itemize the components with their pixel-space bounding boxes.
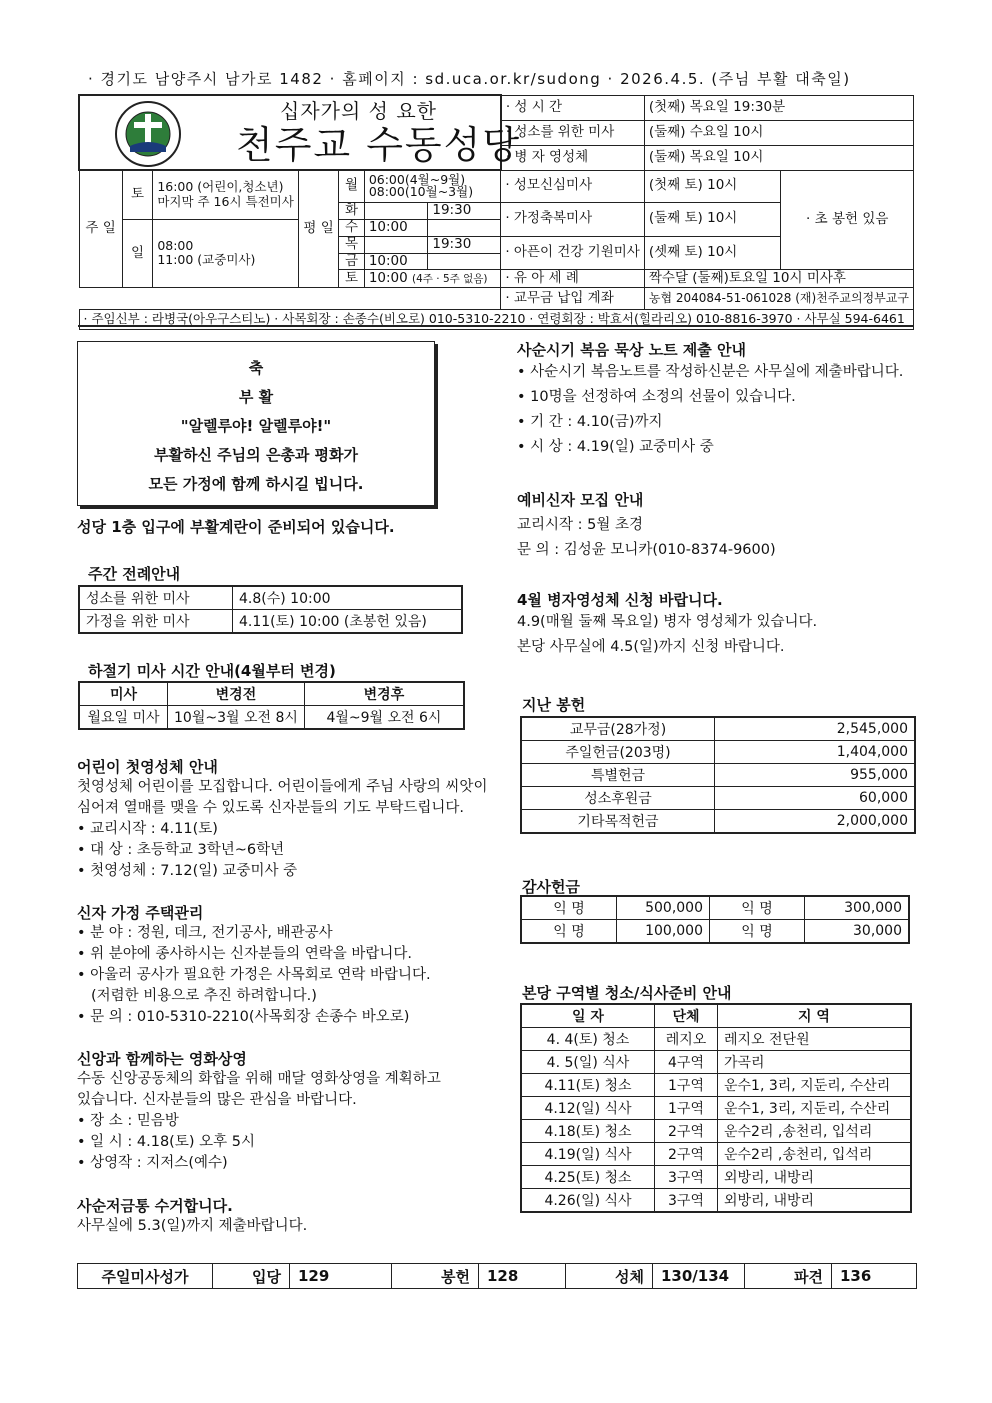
section-title: 4월 병자영성체 신청 바랍니다. [517, 591, 723, 609]
greeting-line: "알렐루야! 알렐루야!" [180, 417, 332, 435]
table-cell: 4.18(토) 청소 [521, 1120, 655, 1143]
saturday-weekday-time: 10:00 (4주 · 5주 없음) [364, 270, 501, 288]
table-cell: 4.8(수) 10:00 [233, 586, 463, 610]
list-item: • 분 야 : 정원, 데크, 전기공사, 배관공사 [77, 923, 431, 944]
table-cell: 2구역 [655, 1120, 718, 1143]
table-cell: 3구역 [655, 1189, 718, 1213]
section-title: 하절기 미사 시간 안내(4월부터 변경) [88, 662, 336, 680]
paragraph: 첫영성체 어린이를 모집합니다. 어린이들에게 주님 사랑의 씨앗이 [77, 779, 488, 795]
table-cell: 익 명 [521, 896, 617, 920]
cleaning-table [520, 1003, 912, 1213]
table-cell: 300,000 [805, 896, 910, 920]
info-value: (둘째 토) 10시 [644, 202, 781, 236]
wednesday-time: 10:00 [364, 219, 428, 236]
offering-table [520, 716, 916, 834]
info-label: · 병 자 영성체 [501, 145, 645, 170]
info-value: (둘째) 수요일 10시 [644, 120, 913, 145]
hymn-label: 파견 [745, 1264, 832, 1289]
table-cell: 4월~9월 오전 6시 [304, 706, 464, 730]
table-header: 일 자 [521, 1004, 655, 1028]
table-cell: 1구역 [655, 1097, 718, 1120]
sunday-times: 08:00 11:00 (교중미사) [153, 219, 299, 288]
paragraph: 4.9(매월 둘째 목요일) 병자 영성체가 있습니다. [517, 614, 818, 630]
list-item: • 장 소 : 믿음방 [77, 1111, 441, 1132]
greeting-line: 모든 가정에 함께 하시길 빕니다. [148, 475, 364, 493]
table-cell: 500,000 [617, 896, 710, 920]
paragraph: 있습니다. 신자분들의 많은 관심을 바랍니다. [77, 1092, 357, 1108]
catechumen-section [517, 488, 776, 563]
monday-label: 월 [339, 170, 364, 202]
section-title: 신앙과 함께하는 영화상영 [77, 1050, 247, 1068]
info-value: (셋째 토) 10시 [644, 236, 781, 270]
table-cell: 2,545,000 [715, 717, 916, 741]
info-label: · 가정축복미사 [501, 202, 645, 236]
greeting-line: 축 [248, 359, 264, 377]
saturday-label: 토 [122, 170, 153, 219]
table-cell: 주일헌금(203명) [521, 741, 715, 764]
section-title: 주간 전례안내 [88, 565, 181, 583]
info-label: · 성 시 간 [501, 95, 645, 120]
table-cell: 4. 5(일) 식사 [521, 1051, 655, 1074]
list-item: • 시 상 : 4.19(일) 교중미사 중 [517, 435, 903, 460]
info-label: · 아픈이 건강 기원미사 [501, 236, 645, 270]
info-value: (첫째 토) 10시 [644, 170, 781, 202]
thanks-table [520, 895, 910, 944]
section-title: 사순저금통 수거합니다. [77, 1197, 233, 1215]
list-item: • 첫영성체 : 7.12(일) 교중미사 중 [77, 861, 487, 882]
table-cell: 4.12(일) 식사 [521, 1097, 655, 1120]
title-box [79, 95, 522, 170]
hymn-number: 128 [479, 1264, 566, 1289]
address-line: · 경기도 남양주시 남가로 1482 · 홈페이지 : sd.uca.or.kr/sudong · 2026.4.5. (주님 부활 대축일) [88, 70, 851, 88]
table-cell: 3구역 [655, 1166, 718, 1189]
communion-section [77, 756, 487, 882]
table-cell: 4구역 [655, 1051, 718, 1074]
summer-table [78, 681, 465, 730]
table-cell: 운수1, 3리, 지둔리, 수산리 [718, 1097, 912, 1120]
page-title: 천주교 수동성당 [236, 123, 522, 167]
table-cell: 기타목적헌금 [521, 810, 715, 834]
hymn-number: 130/134 [653, 1264, 745, 1289]
list-item: • 아울러 공사가 필요한 가정은 사목회로 연락 바랍니다. [77, 965, 431, 986]
table-cell: 익 명 [710, 920, 805, 944]
divider [78, 325, 914, 327]
paragraph: 교리시작 : 5월 초경 [517, 517, 643, 533]
parish-logo-icon [114, 100, 182, 168]
hymn-label: 주일미사성가 [78, 1264, 213, 1289]
table-header: 변경전 [168, 682, 305, 706]
section-title: 신자 가정 주택관리 [77, 904, 204, 922]
table-cell: 외방리, 내방리 [718, 1166, 912, 1189]
sick-communion-section [517, 589, 817, 660]
table-cell: 외방리, 내방리 [718, 1189, 912, 1213]
table-cell: 가곡리 [718, 1051, 912, 1074]
staff-line: · 주임신부 : 라병국(아우구스티노) · 사목회장 : 손종수(비오로) 010-5310-2210 · 연령회장 : 박효서(힐라리오) 010-8816-3970 · 사무실 594-6461 [79, 310, 914, 330]
weekly-table [78, 585, 463, 634]
table-header: 지 역 [718, 1004, 912, 1028]
section-title: 예비신자 모집 안내 [517, 491, 644, 509]
greeting-line: 부 활 [238, 388, 274, 406]
table-cell: 955,000 [715, 764, 916, 787]
weekday-label: 평 일 [298, 170, 339, 288]
table-cell: 레지오 [655, 1028, 718, 1051]
hymn-number: 136 [832, 1264, 917, 1289]
table-cell: 10월~3월 오전 8시 [168, 706, 305, 730]
paragraph: (저렴한 비용으로 추진 하려합니다.) [91, 988, 317, 1004]
hymn-label: 입당 [213, 1264, 290, 1289]
table-cell: 2구역 [655, 1143, 718, 1166]
table-cell: 2,000,000 [715, 810, 916, 834]
info-label: · 교무금 납입 계좌 [501, 288, 645, 310]
housing-section [77, 902, 431, 1028]
table-cell: 익 명 [710, 896, 805, 920]
table-header: 변경후 [304, 682, 464, 706]
section-title: 감사헌금 [522, 878, 580, 896]
table-cell: 운수2리 ,송천리, 입석리 [718, 1143, 912, 1166]
table-cell: 4.26(일) 식사 [521, 1189, 655, 1213]
list-item: • 상영작 : 지저스(예수) [77, 1153, 441, 1174]
table-cell: 4.11(토) 10:00 (초봉헌 있음) [233, 610, 463, 634]
info-value: (둘째) 목요일 10시 [644, 145, 913, 170]
list-item: • 10명을 선정하여 소정의 선물이 있습니다. [517, 385, 903, 410]
table-cell: 1구역 [655, 1074, 718, 1097]
paragraph: 수동 신앙공동체의 화합을 위해 매달 영화상영을 계획하고 [77, 1071, 441, 1087]
info-label: · 유 아 세 례 [501, 270, 645, 288]
table-cell: 특별헌금 [521, 764, 715, 787]
sunday-label: 주 일 [79, 170, 122, 288]
lent-box-section [77, 1195, 307, 1237]
table-header: 단체 [655, 1004, 718, 1028]
paragraph: 사무실에 5.3(일)까지 제출바랍니다. [77, 1218, 308, 1234]
table-cell: 4.11(토) 청소 [521, 1074, 655, 1097]
list-item: • 위 분야에 종사하시는 신자분들의 연락을 바랍니다. [77, 944, 431, 965]
table-header: 미사 [79, 682, 168, 706]
list-item: • 문 의 : 010-5310-2210(사목회장 손종수 바오로) [77, 1007, 431, 1028]
lent-note-section [517, 339, 903, 460]
table-cell: 성소후원금 [521, 787, 715, 810]
table-cell: 60,000 [715, 787, 916, 810]
info-value: (첫째) 목요일 19:30분 [644, 95, 913, 120]
section-title: 지난 봉헌 [522, 696, 586, 714]
table-cell: 성소를 위한 미사 [79, 586, 233, 610]
table-cell: 레지오 전단원 [718, 1028, 912, 1051]
info-label: · 성모신심미사 [501, 170, 645, 202]
section-title: 본당 구역별 청소/식사준비 안내 [522, 984, 732, 1002]
table-cell: 가정을 위한 미사 [79, 610, 233, 634]
info-value: 짝수달 (둘째)토요일 10시 미사후 [644, 270, 913, 288]
list-item: • 기 간 : 4.10(금)까지 [517, 410, 903, 435]
thursday-label: 목 [339, 236, 364, 253]
monday-times: 06:00(4월~9월) 08:00(10월~3월) [364, 170, 501, 202]
subtitle: 십자가의 성 요한 [280, 99, 437, 123]
table-cell: 4. 4(토) 청소 [521, 1028, 655, 1051]
hymn-number: 129 [290, 1264, 392, 1289]
table-cell: 4.19(일) 식사 [521, 1143, 655, 1166]
hymn-label: 성체 [566, 1264, 653, 1289]
friday-label: 금 [339, 253, 364, 270]
tuesday-time: 19:30 [428, 202, 501, 219]
paragraph: 문 의 : 김성윤 모니카(010-8374-9600) [517, 542, 776, 558]
friday-time: 10:00 [364, 253, 428, 270]
list-item: • 교리시작 : 4.11(토) [77, 819, 487, 840]
chobong-note: · 초 봉헌 있음 [781, 170, 914, 270]
easter-greeting [77, 341, 435, 506]
saturday-weekday-label: 토 [339, 270, 364, 288]
thursday-time: 19:30 [428, 236, 501, 253]
paragraph: 심어져 열매를 맺을 수 있도록 신자분들의 기도 부탁드립니다. [77, 800, 465, 816]
hymn-label: 봉헌 [392, 1264, 479, 1289]
table-cell: 월요일 미사 [79, 706, 168, 730]
sunday-sub-label: 일 [122, 219, 153, 288]
list-item: • 대 상 : 초등학교 3학년~6학년 [77, 840, 487, 861]
wednesday-label: 수 [339, 219, 364, 236]
section-title: 어린이 첫영성체 안내 [77, 758, 218, 776]
list-item: • 사순시기 복음노트를 작성하신분은 사무실에 제출바랍니다. [517, 360, 903, 385]
table-cell: 운수2리 ,송천리, 입석리 [718, 1120, 912, 1143]
list-item: • 일 시 : 4.18(토) 오후 5시 [77, 1132, 441, 1153]
table-cell: 운수1, 3리, 지둔리, 수산리 [718, 1074, 912, 1097]
easter-egg-notice: 성당 1층 입구에 부활계란이 준비되어 있습니다. [77, 518, 395, 536]
table-cell: 4.25(토) 청소 [521, 1166, 655, 1189]
header-table [78, 94, 914, 330]
table-cell: 100,000 [617, 920, 710, 944]
greeting-line: 부활하신 주님의 은총과 평화가 [153, 446, 359, 464]
section-title: 사순시기 복음 묵상 노트 제출 안내 [517, 341, 746, 359]
table-cell: 익 명 [521, 920, 617, 944]
saturday-times: 16:00 (어린이,청소년) 마지막 주 16시 특전미사 [153, 170, 299, 219]
info-label: · 성소를 위한 미사 [501, 120, 645, 145]
hymn-table [77, 1263, 917, 1289]
table-cell: 교무금(28가정) [521, 717, 715, 741]
table-cell: 1,404,000 [715, 741, 916, 764]
tuesday-label: 화 [339, 202, 364, 219]
movie-section [77, 1048, 441, 1174]
table-cell: 30,000 [805, 920, 910, 944]
paragraph: 본당 사무실에 4.5(일)까지 신청 바랍니다. [517, 639, 785, 655]
info-value: 농협 204084-51-061028 (재)천주교의정부교구 [644, 288, 913, 310]
